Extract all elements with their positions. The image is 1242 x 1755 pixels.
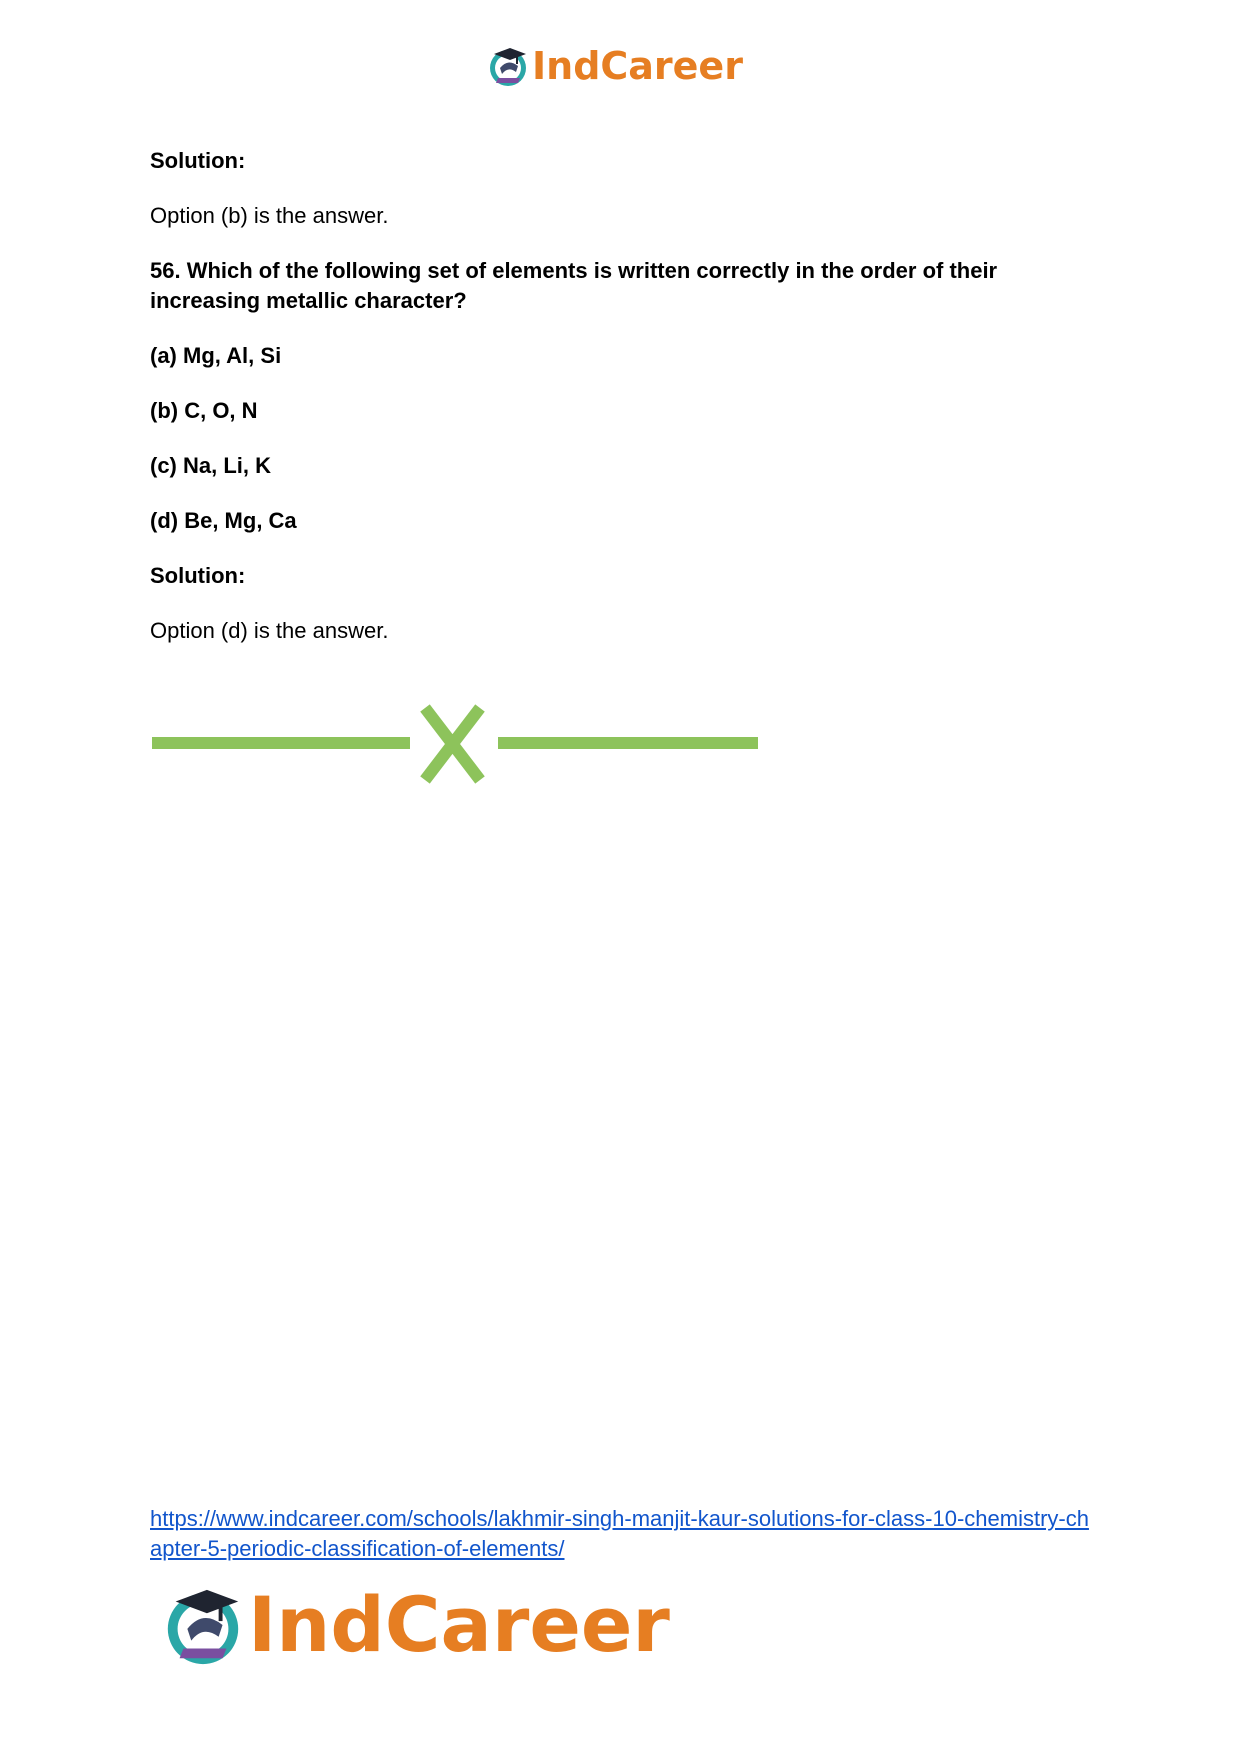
option-a: (a) Mg, Al, Si (150, 343, 282, 368)
header-logo (486, 42, 756, 90)
option-d: (d) Be, Mg, Ca (150, 508, 297, 533)
footer-logo-wordmark: IndCareer (248, 1580, 670, 1669)
footer-logo (160, 1575, 705, 1675)
header-logo-wordmark: IndCareer (532, 44, 743, 88)
section-divider (150, 700, 760, 790)
document-content (150, 146, 1090, 671)
divider-x-mark (425, 708, 480, 780)
graduation-cap-globe-icon (486, 44, 530, 88)
solution-label: Solution: (150, 563, 246, 588)
solution-label: Solution: (150, 148, 246, 173)
option-b: (b) C, O, N (150, 398, 258, 423)
divider-line-right (498, 737, 758, 749)
graduation-cap-globe-icon (160, 1582, 246, 1668)
source-link[interactable]: https://www.indcareer.com/schools/lakhmir-singh-manjit-kaur-solutions-for-class-10-chemistry-chapter-5-periodic-classification-of-elements/ (150, 1506, 1089, 1561)
answer-text: Option (d) is the answer. (150, 618, 389, 643)
answer-text: Option (b) is the answer. (150, 203, 389, 228)
question-text: 56. Which of the following set of elements is written correctly in the order of their increasing metallic character? (150, 258, 998, 313)
option-c: (c) Na, Li, K (150, 453, 272, 478)
divider-line-left (152, 737, 410, 749)
